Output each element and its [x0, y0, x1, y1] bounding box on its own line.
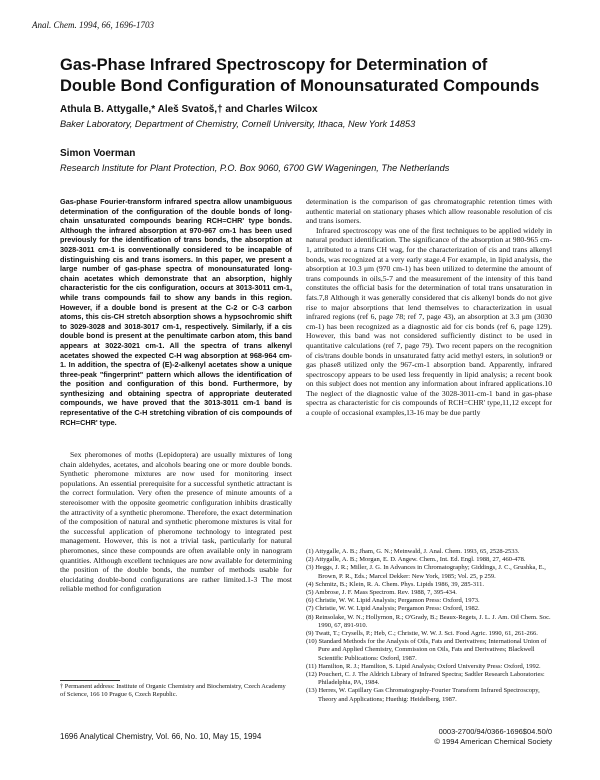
- intro-paragraph: Sex pheromones of moths (Lepidoptera) are usually mixtures of long chain aldehydes, acetates, and alcohols bearing one or more double bonds. Synthetic pheromone mixtures are now used for monitoring insect populations. An essential prerequisite for a successful synthetic attractant is the correct formulation. Very often the presence of minute amounts of a stereoisomer with the opposite geometric configuration inhibits drastically the attractivity of a synthetic pheromone. Therefore, the exact determination of the composition of natural and synthetic pheromone mixtures is vital for the successful application of pheromone technology to integrated pest management. However, this is not a trivial task, particularly for natural pheromones, since these compounds are often available only in nanogram quantities. Although excellent techniques are now available for determining the position of the double bonds, the number of methods usable for elucidating double-bond configurations are rather limited.1-3 The most reliable method for configuration: [60, 450, 292, 594]
- title-line-1: Gas-Phase Infrared Spectroscopy for Determination of: [60, 56, 488, 74]
- reference-item: (13) Herres, W. Capillary Gas Chromatography-Fourier Transform Infrared Spectroscopy, Theory and Applications; Huethig: Heidelberg, 1987.: [306, 687, 540, 703]
- reference-item: (4) Schmitz, B.; Klein, R. A. Chem. Phys. Lipids 1986, 39, 285-311.: [306, 580, 484, 588]
- reference-item: (1) Attygalle, A. B.; Jham, G. N.; Meinwald, J. Anal. Chem. 1993, 65, 2528-2533.: [306, 548, 520, 555]
- reference-item: (9) Twatt, T.; Crysells, P.; Heb, C.; Christie, W. W. J. Sci. Food Agric. 1990, 61, 261-266.: [306, 630, 538, 638]
- article-title: [60, 55, 560, 97]
- footer-copyright: © 1994 American Chemical Society: [434, 736, 552, 746]
- journal-citation: Anal. Chem. 1994, 66, 1696-1703: [32, 20, 154, 30]
- left-column-body: [60, 450, 292, 594]
- page-footer-citation: 1696 Analytical Chemistry, Vol. 66, No. 10, May 15, 1994: [60, 732, 262, 741]
- reference-list: [306, 548, 552, 704]
- title-line-2: Double Bond Configuration of Monounsaturated Compounds: [60, 77, 540, 95]
- reference-item: (2) Attygalle, A. B.; Morgan, E. D. Angew. Chem., Int. Ed. Engl. 1988, 27, 460-478.: [306, 556, 526, 564]
- abstract: [60, 197, 292, 427]
- footer-code: 0003-2700/94/0366-1696$04.50/0: [438, 727, 552, 736]
- second-author: Simon Voerman: [60, 148, 136, 159]
- right-paragraph-2: Infrared spectroscopy was one of the first techniques to be applied widely in natural product identification. The significance of the absorption at 980-965 cm-1, attributed to a trans CH wag, for the characterization of cis and trans alkenyl bonds, was recognized at a very early stage.4 For example, in lipid analysis, the absorption at 10.3 μm (970 cm-1) has been utilized to determine the amount of trans compounds in oils,5-7 and the measurement of the intensity of this band constitutes the official basis for the determination of total trans unsaturation in fats.7,8 Although it was generally considered that cis alkenyl bonds do not give rise to major absorptions that lend themselves to characterization in usual infrared regions (ref 6, page 78; ref 7, page 43), an absorption at 3.3 μm (3030 cm-1) has been recognized as a diagnostic aid for cis bonds (ref 6, page 129). However, this band was not considered sufficiently distinct to be used in quantitative calculations (ref 7, page 79). Two recent papers on the recognition of cis/trans double bonds in unsaturated fatty acid methyl esters, in solution9 or gas phase8 utilized only the 967-cm-1 absorption band. Apparently, infrared spectroscopy appears to be used less frequently in lipid analysis; a recent book on this subject does not mention any information about infrared applications.10 The neglect of the diagnostic value of the 3028-3011-cm-1 band in gas-phase spectra as characteristic for cis compounds of RCH=CHR' type,11,12 except for a couple of occasional examples,13-16 may be due partly: [306, 225, 552, 418]
- author-affiliation: Baker Laboratory, Department of Chemistry, Cornell University, Ithaca, New York 14853: [60, 119, 416, 129]
- right-paragraph-1: determination is the comparison of gas chromatographic retention times with authentic material on stationary phases which allow reasonable resolution of cis and trans isomers.: [306, 197, 552, 226]
- reference-item: (12) Pouchert, C. J. The Aldrich Library of Infrared Spectra; Sadtler Research Laboratories: Philadelphia, PA, 1984.: [306, 671, 545, 687]
- second-affiliation: Research Institute for Plant Protection, P.O. Box 9060, 6700 GW Wageningen, The Netherlands: [60, 163, 450, 173]
- author-list: Athula B. Attygalle,* Aleš Svatoš,† and Charles Wilcox: [60, 104, 318, 115]
- reference-item: (7) Christie, W. W. Lipid Analysis; Pergamon Press: Oxford, 1982.: [306, 605, 480, 613]
- reference-item: (10) Standard Methods for the Analysis of Oils, Fats and Derivatives; International Union of Pure and Applied Chemistry, Commission on Oils, Fats and Derivatives; Blackwell Scientific Publications: Oxford, 1987.: [306, 638, 547, 662]
- reference-item: (3) Heggs, J. R.; Miller, J. G. In Advances in Chromatography; Giddings, J. C., Grushka, E., Brown, P. R., Eds.; Marcel Dekker: New York, 1985; Vol. 25, p 259.: [306, 564, 546, 580]
- reference-item: (8) Reinsolake, W. N.; Hollyrnon, R.; O'Grady, B.; Beaux-Regets, J. L. J. Am. Oil Chem. Soc. 1990, 67, 891-910.: [306, 613, 551, 629]
- footnote: † Permanent address: Institute of Organic Chemistry and Biochemistry, Czech Academy of Science, 166 10 Prague 6, Czech Republic.: [60, 683, 286, 698]
- abstract-text: Gas-phase Fourier-transform infrared spectra allow unambiguous determination of the configuration of the double bonds of long-chain unsaturated compounds bearing RCH=CHR' type bonds. Although the infrared absorption at 970-967 cm-1 has been used previously for the identification of trans bonds, the absorption at 3028-3011 cm-1 is conventionally considered to be incapable of distinguishing cis and trans isomers. In this paper, we present a large number of gas-phase spectra of monounsaturated long-chain acetates which demonstrate that an absorption, highly characteristic for the cis configuration, occurs at 3013-3011 cm-1, while trans compounds fail to show any bands in this region. However, if a double bond is present at the C-2 or C-3 carbon atoms, this cis-CH stretch absorption shows a hypsochromic shift to 3029-3028 and 3018-3017 cm-1, respectively. Similarly, if a cis double bond is present at the penultimate carbon atom, this band appears at 3022-3021 cm-1. All the spectra of trans alkenyl acetates showed the expected C-H wag absorption at 968-964 cm-1. In addition, the spectra of (E)-2-alkenyl acetates show a unique three-peak "fingerprint" pattern which allows the identification of the position and configuration of this bond. Furthermore, by synthesizing and obtaining spectra of appropriate deuterated compounds, we have proved that the 3013-3011 cm-1 band is representative of the C-H stretching vibration of cis compounds of RCH=CHR' type.: [60, 197, 292, 427]
- footnote-rule: [60, 680, 120, 681]
- reference-item: (6) Christie, W. W. Lipid Analysis; Pergamon Press: Oxford, 1973.: [306, 597, 480, 605]
- reference-item: (5) Ambrose, J. F. Mass Spectrom. Rev. 1988, 7, 395-434.: [306, 589, 457, 597]
- page-footer-copyright: [434, 727, 552, 746]
- right-column-body: [306, 197, 552, 418]
- reference-item: (11) Hamilton, R. J.; Hamilton, S. Lipid Analysis; Oxford University Press: Oxford, 1992.: [306, 662, 541, 670]
